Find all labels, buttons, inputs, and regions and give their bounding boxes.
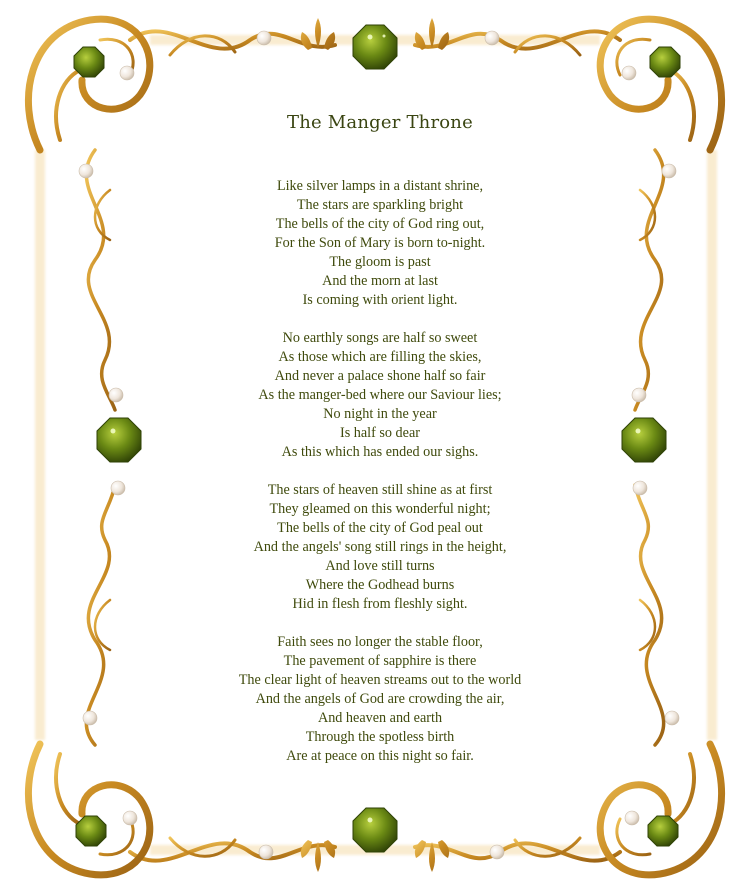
poem-line: And the angels' song still rings in the height, bbox=[253, 539, 507, 555]
poem-line: Through the spotless birth bbox=[305, 729, 455, 745]
poem-line: As the manger-bed where our Saviour lies; bbox=[258, 387, 502, 403]
poem-line: And love still turns bbox=[325, 558, 435, 574]
poem bbox=[150, 112, 610, 785]
poem-line: The bells of the city of God peal out bbox=[277, 520, 483, 536]
poem-line: The clear light of heaven streams out to the world bbox=[238, 672, 522, 688]
poem-line: The stars are sparkling bright bbox=[296, 197, 464, 213]
poem-line: Are at peace on this night so fair. bbox=[286, 748, 474, 764]
poem-line: And the angels of God are crowding the air, bbox=[255, 691, 505, 707]
poem-line: For the Son of Mary is born to-night. bbox=[274, 235, 486, 251]
poem-line: As this which has ended our sighs. bbox=[281, 444, 479, 460]
poem-line: As those which are filling the skies, bbox=[278, 349, 482, 365]
stanza bbox=[150, 633, 610, 766]
stanza bbox=[150, 177, 610, 310]
poem-line: And the morn at last bbox=[322, 273, 438, 289]
poem-line: The bells of the city of God ring out, bbox=[275, 216, 485, 232]
poem-line: And heaven and earth bbox=[317, 710, 443, 726]
poem-line: And never a palace shone half so fair bbox=[274, 368, 486, 384]
poem-line: They gleamed on this wonderful night; bbox=[269, 501, 491, 517]
poem-line: Is coming with orient light. bbox=[302, 292, 458, 308]
poem-line: Hid in flesh from fleshly sight. bbox=[292, 596, 468, 612]
poem-line: Is half so dear bbox=[340, 425, 420, 441]
poem-title: The Manger Throne bbox=[287, 112, 473, 133]
poem-line: No night in the year bbox=[323, 406, 437, 422]
stanza bbox=[150, 481, 610, 614]
poem-line: The pavement of sapphire is there bbox=[283, 653, 477, 669]
poem-line: The gloom is past bbox=[329, 254, 431, 270]
poem-stanzas bbox=[150, 177, 610, 766]
poem-line: No earthly songs are half so sweet bbox=[282, 330, 478, 346]
poem-line: Faith sees no longer the stable floor, bbox=[277, 634, 483, 650]
poem-line: The stars of heaven still shine as at first bbox=[267, 482, 493, 498]
stanza bbox=[150, 329, 610, 462]
poem-line: Where the Godhead burns bbox=[305, 577, 455, 593]
poem-line: Like silver lamps in a distant shrine, bbox=[276, 178, 484, 194]
